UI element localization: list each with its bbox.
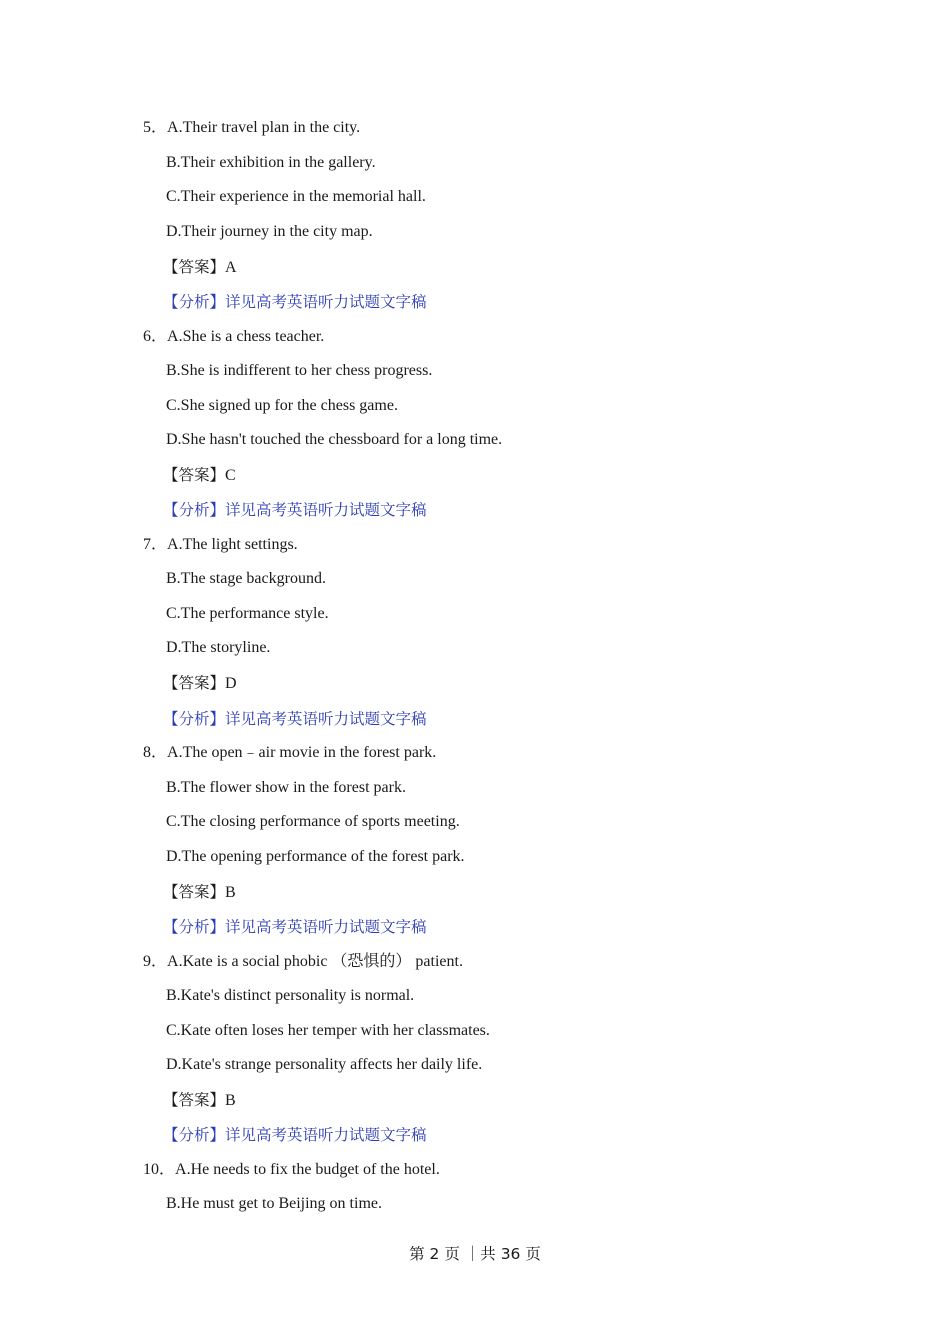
question-9-option-a: [143, 952, 463, 972]
question-9-answer: [163, 1090, 236, 1111]
question-10-option-a: [143, 1160, 440, 1180]
option-text: A.She is a chess teacher.: [167, 328, 325, 345]
option-text: A.He needs to fix the budget of the hotel.: [175, 1161, 440, 1178]
analysis-text: 【分析】详见高考英语听力试题文字稿: [163, 501, 427, 519]
answer-value: B: [225, 884, 236, 901]
question-7-analysis: [163, 709, 427, 730]
question-5-analysis: [163, 292, 427, 313]
question-9-option-c: C.Kate often loses her temper with her classmates.: [166, 1022, 490, 1039]
analysis-text: 【分析】详见高考英语听力试题文字稿: [163, 1126, 427, 1144]
question-number: 9．: [143, 953, 168, 970]
page-footer: [0, 1244, 950, 1265]
question-5-option-c: C.Their experience in the memorial hall.: [166, 188, 426, 205]
question-8-option-b: B.The flower show in the forest park.: [166, 779, 406, 796]
question-8-analysis: [163, 917, 427, 938]
analysis-text: 【分析】详见高考英语听力试题文字稿: [163, 918, 427, 936]
question-5-option-a: [143, 118, 360, 138]
question-8-option-a: [143, 743, 436, 763]
option-text: A.The open﹣air movie in the forest park.: [167, 744, 437, 761]
option-text: A.Kate is a social phobic （恐惧的） patient.: [167, 953, 463, 970]
question-number: 5．: [143, 119, 168, 136]
question-7-option-a: [143, 535, 298, 555]
question-9-option-d: D.Kate's strange personality affects her daily life.: [166, 1056, 483, 1073]
answer-label: 【答案】: [163, 258, 226, 276]
question-6-analysis: [163, 500, 427, 521]
option-text: A.Their travel plan in the city.: [167, 119, 361, 136]
question-5-option-b: B.Their exhibition in the gallery.: [166, 154, 376, 171]
question-number: 10．: [143, 1161, 176, 1178]
question-6-option-d: D.She hasn't touched the chessboard for a long time.: [166, 431, 503, 448]
question-5-answer: [163, 257, 237, 278]
question-8-option-c: C.The closing performance of sports meeting.: [166, 813, 460, 830]
question-6-answer: [163, 465, 236, 486]
page-number-text: 第 2 页 ｜共 36 页: [409, 1245, 541, 1263]
question-5-option-d: D.Their journey in the city map.: [166, 223, 373, 240]
question-6-option-c: C.She signed up for the chess game.: [166, 397, 398, 414]
answer-value: B: [225, 1092, 236, 1109]
question-9-option-b: B.Kate's distinct personality is normal.: [166, 987, 415, 1004]
question-number: 6．: [143, 328, 168, 345]
question-7-answer: [163, 673, 237, 694]
question-9-analysis: [163, 1125, 427, 1146]
question-8-answer: [163, 882, 236, 903]
answer-label: 【答案】: [163, 883, 226, 901]
answer-value: D: [225, 675, 237, 692]
answer-label: 【答案】: [163, 674, 226, 692]
option-text: A.The light settings.: [167, 536, 298, 553]
answer-value: A: [225, 259, 237, 276]
question-6-option-a: [143, 327, 324, 347]
answer-label: 【答案】: [163, 466, 226, 484]
question-7-option-c: C.The performance style.: [166, 605, 329, 622]
answer-value: C: [225, 467, 236, 484]
question-number: 7．: [143, 536, 168, 553]
question-7-option-d: D.The storyline.: [166, 639, 271, 656]
analysis-text: 【分析】详见高考英语听力试题文字稿: [163, 710, 427, 728]
analysis-text: 【分析】详见高考英语听力试题文字稿: [163, 293, 427, 311]
question-number: 8．: [143, 744, 168, 761]
question-10-option-b: B.He must get to Beijing on time.: [166, 1195, 382, 1212]
question-6-option-b: B.She is indifferent to her chess progress.: [166, 362, 433, 379]
question-7-option-b: B.The stage background.: [166, 570, 326, 587]
answer-label: 【答案】: [163, 1091, 226, 1109]
question-8-option-d: D.The opening performance of the forest park.: [166, 848, 465, 865]
